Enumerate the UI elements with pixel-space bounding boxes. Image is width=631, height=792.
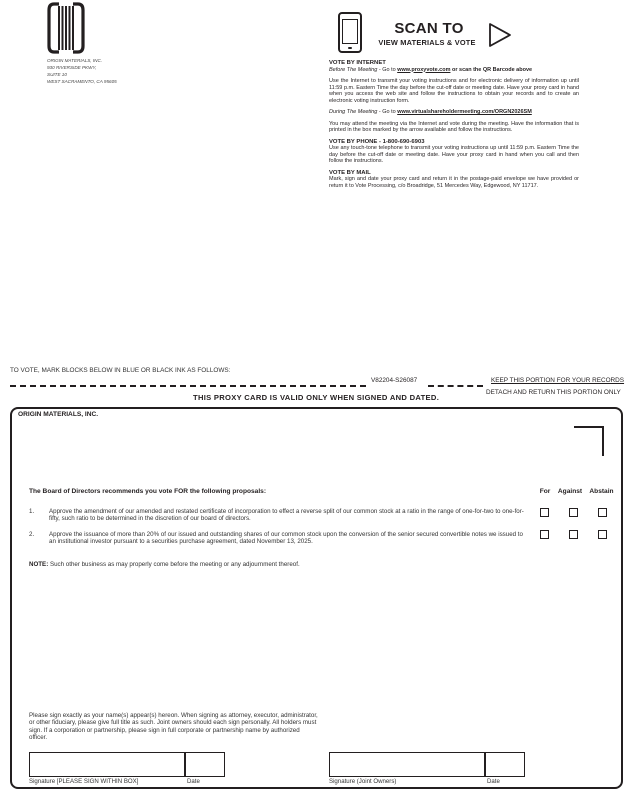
signature-label: Signature [PLEASE SIGN WITHIN BOX] [29,778,139,785]
phone-text: Use any touch-tone telephone to transmit your voting instructions up until 11:59 p.m. Eastern Time the day before the cut-off date or meeting date. Have your proxy card in hand when you call and then follow the instructions. [329,145,579,164]
proposal-2-for-checkbox[interactable] [540,530,549,539]
joint-date-box[interactable] [485,752,525,777]
note-label: NOTE: [29,561,49,568]
detach-portion-text: DETACH AND RETURN THIS PORTION ONLY [486,389,621,396]
qr-text: or scan the QR Barcode above [450,66,533,73]
column-for: For [539,488,551,495]
address-line: 930 RIVERSIDE PKWY, [47,65,97,70]
voting-instructions [329,60,579,194]
before-meeting-label: Before The Meeting [329,66,378,73]
during-text: You may attend the meeting via the Internet and vote during the meeting. Have the information that is printed in the box marked by the arrow available and follow the instructions. [329,120,579,133]
address-line: SUITE 10 [47,72,67,77]
goto-text: - Go to [377,109,398,115]
address-line: WEST SACRAMENTO, CA 95605 [47,79,117,84]
internet-heading: VOTE BY INTERNET [329,60,386,66]
note [29,561,300,568]
address-corner-mark [574,426,604,456]
signature-box[interactable] [29,752,185,777]
ballot-company-name: ORIGIN MATERIALS, INC. [18,411,99,418]
proposal-number: 2. [29,531,35,538]
scan-title: SCAN TO [394,20,464,37]
proxyvote-link[interactable]: www.proxyvote.com [397,66,451,73]
mark-instructions: TO VOTE, MARK BLOCKS BELOW IN BLUE OR BLACK INK AS FOLLOWS: [10,367,231,374]
keep-portion-text: KEEP THIS PORTION FOR YOUR RECORDS [491,377,625,384]
proposal-1-against-checkbox[interactable] [569,508,578,517]
joint-date-label: Date [487,778,500,785]
proposal-1-abstain-checkbox[interactable] [598,508,607,517]
during-meeting-label: During The Meeting [329,109,378,115]
date-label: Date [187,778,200,785]
play-arrow-icon [487,22,513,48]
note-text: Such other business as may properly come before the meeting or any adjournment thereof. [48,561,300,568]
meeting-link[interactable]: www.virtualshareholdermeeting.com/ORGN2026SM [397,109,532,115]
detach-line [428,385,483,387]
joint-signature-label: Signature (Joint Owners) [329,778,397,785]
proposal-2-against-checkbox[interactable] [569,530,578,539]
proposal-1-for-checkbox[interactable] [540,508,549,517]
phone-icon [338,12,362,53]
column-against: Against [557,488,583,495]
sign-instructions: Please sign exactly as your name(s) appear(s) hereon. When signing as attorney, executor, administrator, or other fiduciary, please give full title as such. Joint owners should each sign personally. All holders must sign. If a corporation or partnership, please sign in full corporate or partnership name by authorized officer. [29,712,318,742]
company-logo [47,2,85,54]
valid-notice: THIS PROXY CARD IS VALID ONLY WHEN SIGNED AND DATED. [193,393,440,402]
mail-heading: VOTE BY MAIL [329,169,371,176]
control-number: V82204-S26087 [371,377,418,384]
phone-heading: VOTE BY PHONE - 1-800-690-6903 [329,138,425,145]
proposal-number: 1. [29,508,35,515]
address-line: ORIGIN MATERIALS, INC. [47,58,103,63]
proposal-text: Approve the issuance of more than 20% of our issued and outstanding shares of our common stock upon the conversion of the senior secured convertible notes we issued to an institutional investor pursuant to a securities purchase agreement, dated November 13, 2025. [49,531,523,546]
column-abstain: Abstain [589,488,614,495]
proposal-row [29,508,529,523]
detach-line [10,385,366,387]
scan-subtitle: VIEW MATERIALS & VOTE [378,38,476,47]
proposal-row [29,531,529,546]
goto-text: - Go to [377,66,398,73]
proposal-text: Approve the amendment of our amended and restated certificate of incorporation to effect a reverse split of our common stock at a ratio in the range of one-for-two to one-for-fifty, such ratio to be determined in the discretion of our board of directors. [49,508,524,523]
proposal-2-abstain-checkbox[interactable] [598,530,607,539]
joint-signature-box[interactable] [329,752,485,777]
company-address [47,57,117,85]
board-recommendation: The Board of Directors recommends you vote FOR the following proposals: [29,488,267,495]
date-box[interactable] [185,752,225,777]
internet-text: Use the Internet to transmit your voting instructions and for electronic delivery of information up until 11:59 p.m. Eastern Time the day before the cut-off date or meeting date. Have your proxy card in hand when you access the web site and follow the instructions to obtain your records and to create an electronic voting instruction form. [329,78,579,104]
mail-text: Mark, sign and date your proxy card and return it in the postage-paid envelope we have provided or return it to Vote Processing, c/o Broadridge, 51 Mercedes Way, Edgewood, NY 11717. [329,176,579,189]
